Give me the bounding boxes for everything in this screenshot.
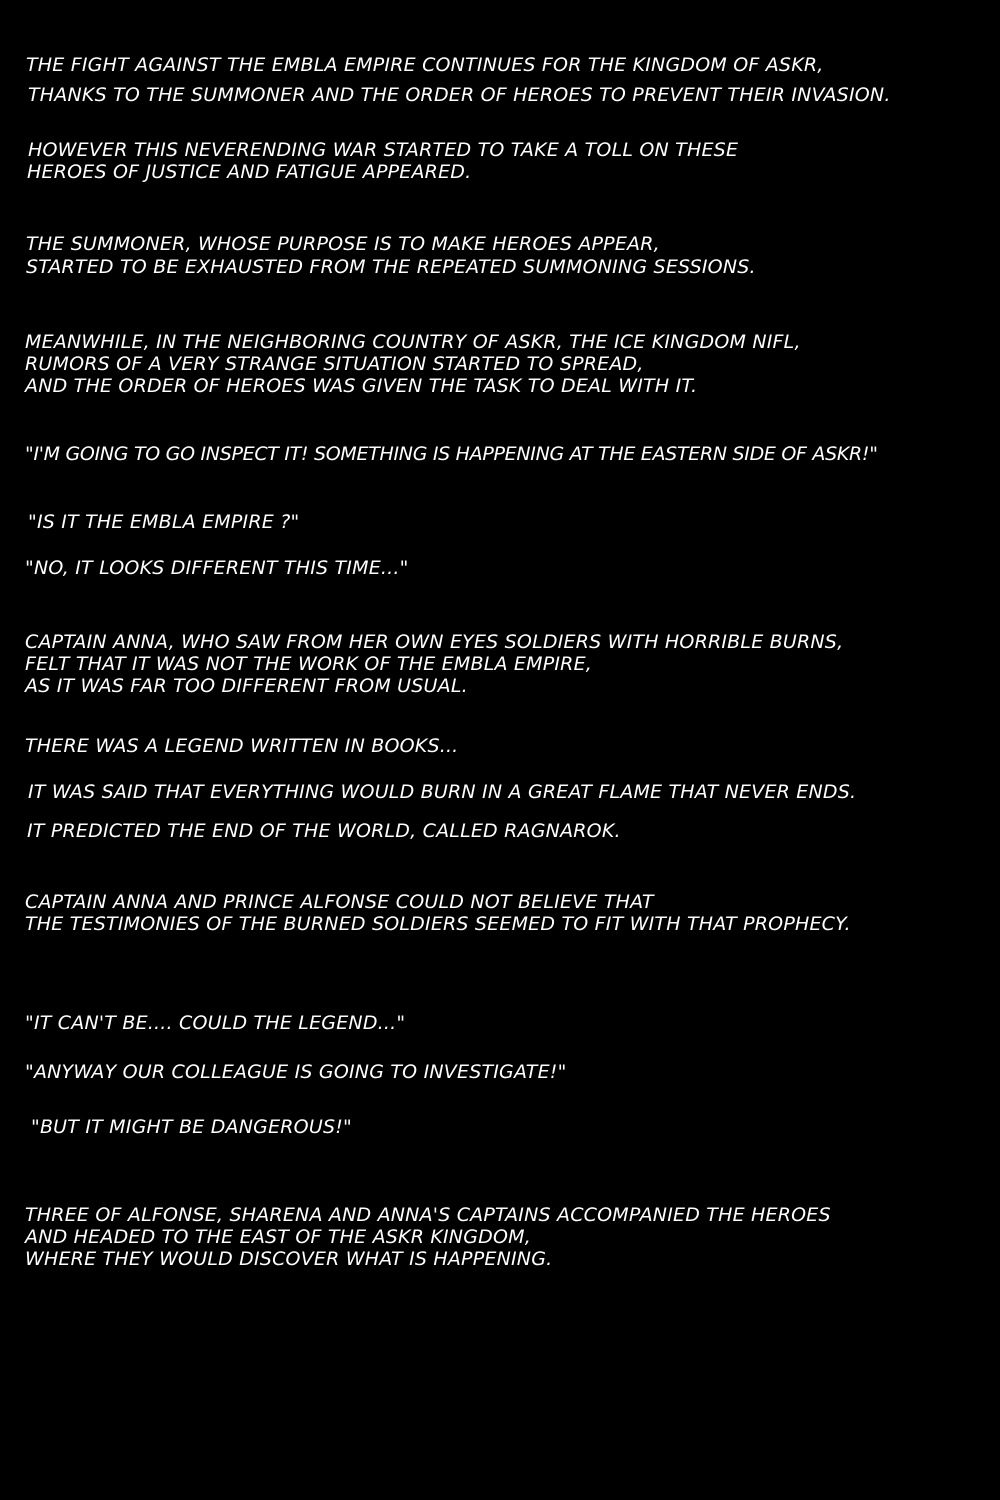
text-line: AS IT WAS FAR TOO DIFFERENT FROM USUAL. [25,675,468,697]
dialogue-line: "NO, IT LOOKS DIFFERENT THIS TIME..." [25,557,409,579]
dialogue-line: "IS IT THE EMBLA EMPIRE ?" [28,511,300,533]
text-line: THE FIGHT AGAINST THE EMBLA EMPIRE CONTINUES FOR THE KINGDOM OF ASKR, [26,54,824,76]
dialogue-line: "I'M GOING TO GO INSPECT IT! SOMETHING IS HAPPENING AT THE EASTERN SIDE OF ASKR!" [25,443,878,465]
text-line: CAPTAIN ANNA AND PRINCE ALFONSE COULD NOT BELIEVE THAT [25,891,654,913]
text-line: HOWEVER THIS NEVERENDING WAR STARTED TO TAKE A TOLL ON THESE [28,139,739,161]
text-line: STARTED TO BE EXHAUSTED FROM THE REPEATED SUMMONING SESSIONS. [26,256,756,278]
text-line: CAPTAIN ANNA, WHO SAW FROM HER OWN EYES SOLDIERS WITH HORRIBLE BURNS, [25,631,844,653]
text-line: AND HEADED TO THE EAST OF THE ASKR KINGDOM, [25,1226,531,1248]
text-line: MEANWHILE, IN THE NEIGHBORING COUNTRY OF ASKR, THE ICE KINGDOM NIFL, [25,331,801,353]
text-line: FELT THAT IT WAS NOT THE WORK OF THE EMBLA EMPIRE, [25,653,593,675]
text-line: THE TESTIMONIES OF THE BURNED SOLDIERS SEEMED TO FIT WITH THAT PROPHECY. [25,913,851,935]
text-line: THE SUMMONER, WHOSE PURPOSE IS TO MAKE HEROES APPEAR, [26,233,660,255]
text-line: RUMORS OF A VERY STRANGE SITUATION STARTED TO SPREAD, [25,353,644,375]
text-line: HEROES OF JUSTICE AND FATIGUE APPEARED. [27,161,472,183]
text-line: THERE WAS A LEGEND WRITTEN IN BOOKS... [25,735,459,757]
text-line: AND THE ORDER OF HEROES WAS GIVEN THE TASK TO DEAL WITH IT. [25,375,698,397]
text-line: IT WAS SAID THAT EVERYTHING WOULD BURN IN A GREAT FLAME THAT NEVER ENDS. [28,781,857,803]
dialogue-line: "BUT IT MIGHT BE DANGEROUS!" [31,1116,352,1138]
dialogue-line: "ANYWAY OUR COLLEAGUE IS GOING TO INVESTIGATE!" [25,1061,567,1083]
dialogue-line: "IT CAN'T BE.... COULD THE LEGEND..." [25,1012,406,1034]
text-line: THREE OF ALFONSE, SHARENA AND ANNA'S CAPTAINS ACCOMPANIED THE HEROES [25,1204,831,1226]
text-line: THANKS TO THE SUMMONER AND THE ORDER OF HEROES TO PREVENT THEIR INVASION. [28,84,891,106]
text-line: WHERE THEY WOULD DISCOVER WHAT IS HAPPENING. [25,1248,553,1270]
text-line: IT PREDICTED THE END OF THE WORLD, CALLED RAGNAROK. [27,820,621,842]
